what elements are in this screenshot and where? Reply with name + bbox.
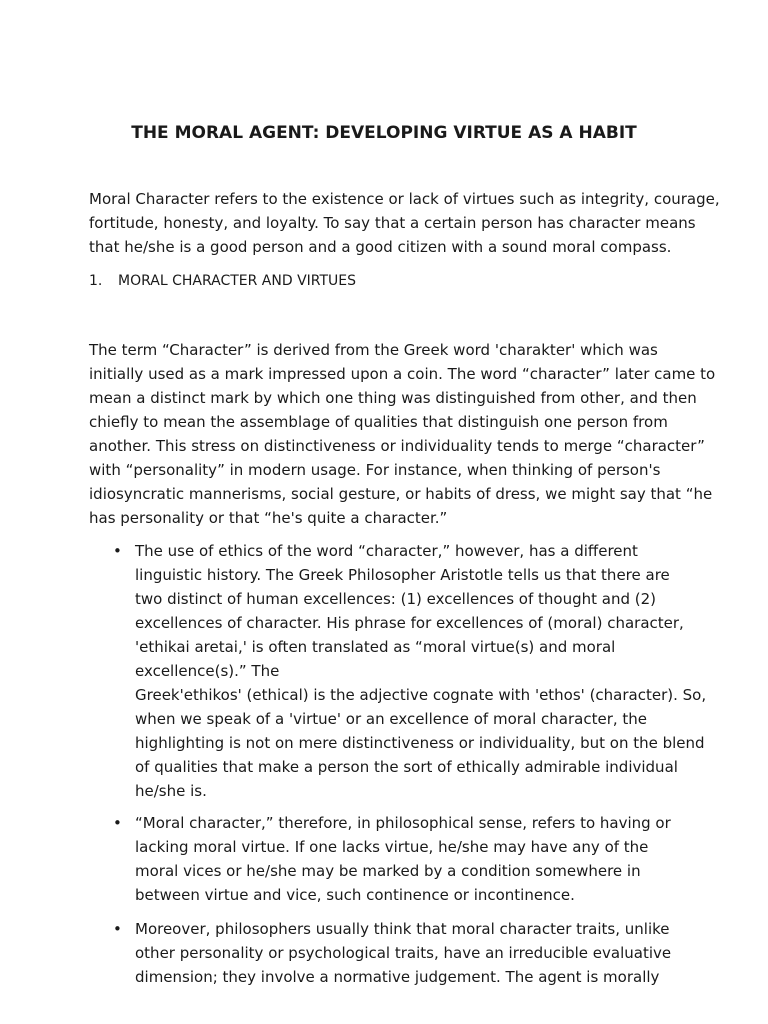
bullet-line: linguistic history. The Greek Philosopher Aristotle tells us that there are [135,566,670,584]
bullet-icon: • [113,814,122,832]
bullet-line: “Moral character,” therefore, in philosophical sense, refers to having or [135,814,671,832]
term-line: with “personality” in modern usage. For instance, when thinking of person's [89,461,661,479]
term-line: idiosyncratic mannerisms, social gesture, or habits of dress, we might say that “he [89,485,713,503]
bullet-line: he/she is. [135,782,207,800]
section-number: 1. [89,273,103,289]
bullet-line: 'ethikai aretai,' is often translated as “moral virtue(s) and moral [135,638,616,656]
bullet-line: Moreover, philosophers usually think that moral character traits, unlike [135,920,670,938]
bullet-line: lacking moral virtue. If one lacks virtue, he/she may have any of the [135,838,649,856]
bullet-line: moral vices or he/she may be marked by a condition somewhere in [135,862,641,880]
intro-line: fortitude, honesty, and loyalty. To say that a certain person has character means [89,214,696,232]
intro-line: Moral Character refers to the existence or lack of virtues such as integrity, courage, [89,190,720,208]
intro-line: that he/she is a good person and a good citizen with a sound moral compass. [89,238,672,256]
document-title: THE MORAL AGENT: DEVELOPING VIRTUE AS A HABIT [131,123,637,143]
bullet-line: excellences of character. His phrase for excellences of (moral) character, [135,614,684,632]
bullet-text [135,917,683,989]
bullet-line: dimension; they involve a normative judgement. The agent is morally [135,968,660,986]
section-heading [89,269,356,293]
bullet-line: two distinct of human excellences: (1) excellences of thought and (2) [135,590,657,608]
term-line: mean a distinct mark by which one thing was distinguished from other, and then [89,389,697,407]
intro-paragraph [89,187,720,259]
term-line: The term “Character” is derived from the Greek word 'charakter' which was [89,341,658,359]
term-paragraph [89,338,716,530]
bullet-line: Greek'ethikos' (ethical) is the adjective cognate with 'ethos' (character). So, [135,686,707,704]
bullet-text [135,539,707,803]
bullet-line: other personality or psychological traits, have an irreducible evaluative [135,944,672,962]
bullet-line: The use of ethics of the word “character,” however, has a different [135,542,638,560]
bullet-text [135,811,683,907]
term-line: chiefly to mean the assemblage of qualities that distinguish one person from [89,413,668,431]
bullet-icon: • [113,920,122,938]
bullet-line: of qualities that make a person the sort of ethically admirable individual [135,758,678,776]
section-heading-text: MORAL CHARACTER AND VIRTUES [118,273,357,289]
term-line: has personality or that “he's quite a character.” [89,509,448,527]
bullet-line: between virtue and vice, such continence or incontinence. [135,886,575,904]
bullet-line: highlighting is not on mere distinctiveness or individuality, but on the blend [135,734,705,752]
bullet-icon: • [113,542,122,560]
bullet-line: when we speak of a 'virtue' or an excellence of moral character, the [135,710,648,728]
term-line: initially used as a mark impressed upon a coin. The word “character” later came to [89,365,716,383]
term-line: another. This stress on distinctiveness or individuality tends to merge “character” [89,437,705,455]
bullet-line: excellence(s).” The [135,662,280,680]
